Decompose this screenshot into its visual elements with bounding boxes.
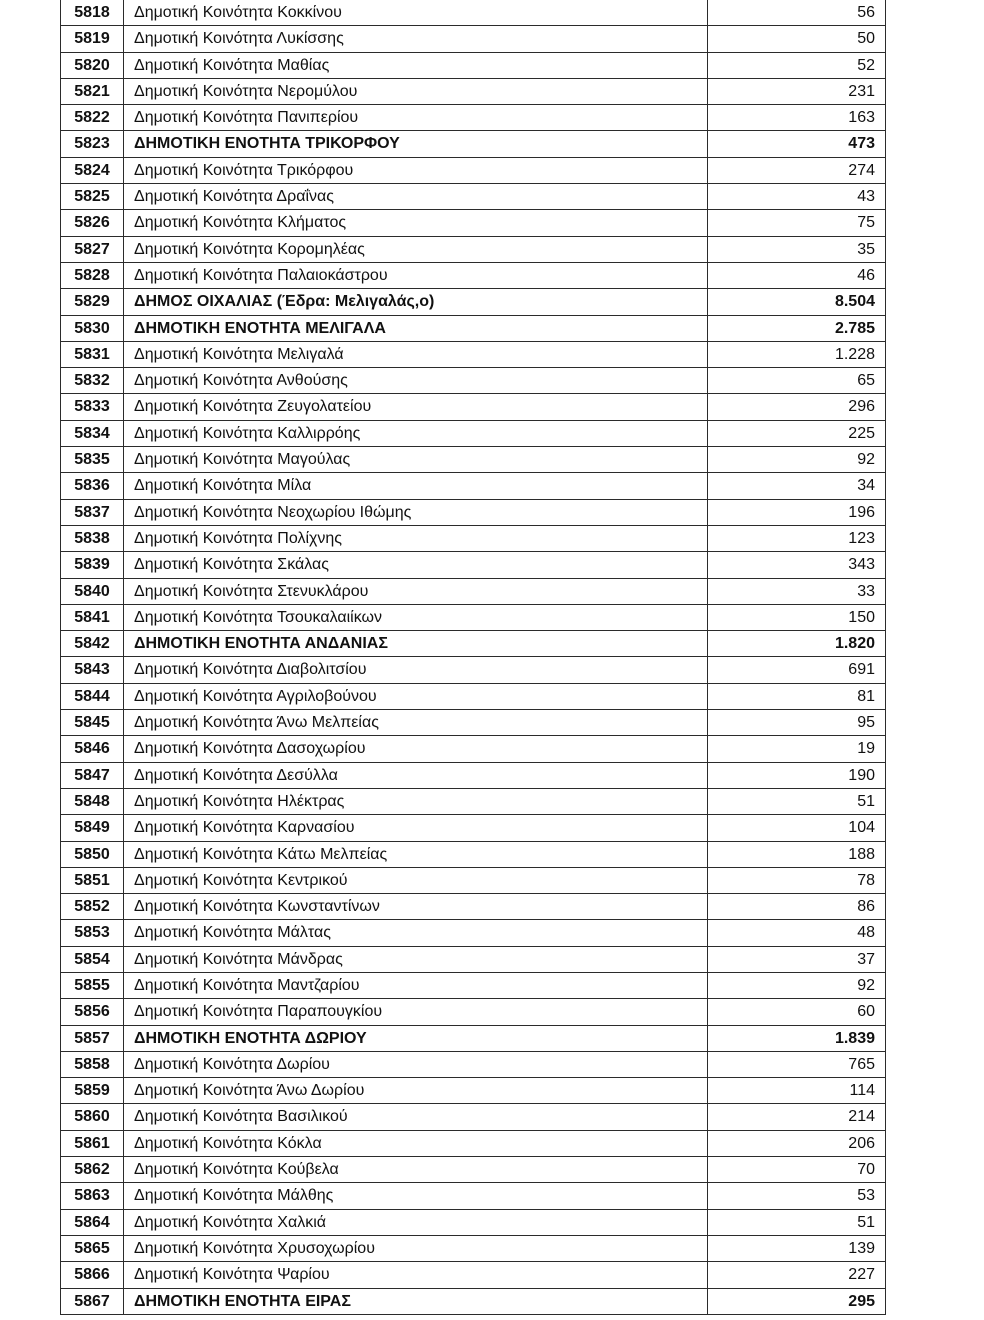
row-value: 1.839 [708, 1026, 886, 1051]
row-value: 92 [708, 973, 886, 998]
row-id: 5830 [61, 316, 124, 341]
row-value: 48 [708, 920, 886, 945]
table-row [61, 105, 886, 131]
row-value: 114 [708, 1078, 886, 1103]
row-id: 5820 [61, 53, 124, 78]
row-id: 5851 [61, 868, 124, 893]
row-id: 5855 [61, 973, 124, 998]
row-id: 5835 [61, 447, 124, 472]
table-row [61, 1078, 886, 1104]
row-id: 5861 [61, 1131, 124, 1156]
row-name: Δημοτική Κοινότητα Καρνασίου [124, 815, 708, 840]
row-value: 60 [708, 999, 886, 1024]
row-name: Δημοτική Κοινότητα Στενυκλάρου [124, 579, 708, 604]
table-row [61, 999, 886, 1025]
row-value: 206 [708, 1131, 886, 1156]
row-name: ΔΗΜΟΤΙΚΗ ΕΝΟΤΗΤΑ ΕΙΡΑΣ [124, 1289, 708, 1314]
row-id: 5841 [61, 605, 124, 630]
row-name: Δημοτική Κοινότητα Μαθίας [124, 53, 708, 78]
row-id: 5848 [61, 789, 124, 814]
row-value: 150 [708, 605, 886, 630]
row-id: 5856 [61, 999, 124, 1024]
row-id: 5845 [61, 710, 124, 735]
table-row [61, 1183, 886, 1209]
row-value: 295 [708, 1289, 886, 1314]
row-value: 51 [708, 789, 886, 814]
table-row [61, 473, 886, 499]
row-id: 5864 [61, 1210, 124, 1235]
table-row [61, 237, 886, 263]
table-row [61, 342, 886, 368]
row-id: 5837 [61, 500, 124, 525]
row-value: 188 [708, 842, 886, 867]
row-value: 92 [708, 447, 886, 472]
row-id: 5833 [61, 394, 124, 419]
row-value: 52 [708, 53, 886, 78]
row-id: 5859 [61, 1078, 124, 1103]
table-row [61, 1210, 886, 1236]
row-id: 5821 [61, 79, 124, 104]
row-value: 225 [708, 421, 886, 446]
row-value: 75 [708, 210, 886, 235]
table-row [61, 894, 886, 920]
row-name: Δημοτική Κοινότητα Χαλκιά [124, 1210, 708, 1235]
row-id: 5847 [61, 763, 124, 788]
row-name: Δημοτική Κοινότητα Νεοχωρίου Ιθώμης [124, 500, 708, 525]
row-id: 5834 [61, 421, 124, 446]
row-name: Δημοτική Κοινότητα Μαντζαρίου [124, 973, 708, 998]
row-name: Δημοτική Κοινότητα Τσουκαλαιίκων [124, 605, 708, 630]
row-name: Δημοτική Κοινότητα Ψαρίου [124, 1262, 708, 1287]
row-name: Δημοτική Κοινότητα Δασοχωρίου [124, 736, 708, 761]
row-id: 5839 [61, 552, 124, 577]
row-name: Δημοτική Κοινότητα Κόκλα [124, 1131, 708, 1156]
row-id: 5844 [61, 684, 124, 709]
row-name: Δημοτική Κοινότητα Κωνσταντίνων [124, 894, 708, 919]
row-name: Δημοτική Κοινότητα Διαβολιτσίου [124, 657, 708, 682]
row-name: ΔΗΜΟΤΙΚΗ ΕΝΟΤΗΤΑ ΔΩΡΙΟΥ [124, 1026, 708, 1051]
row-name: Δημοτική Κοινότητα Άνω Μελπείας [124, 710, 708, 735]
table-row [61, 763, 886, 789]
row-id: 5822 [61, 105, 124, 130]
row-name: Δημοτική Κοινότητα Κεντρικού [124, 868, 708, 893]
row-id: 5825 [61, 184, 124, 209]
table-row [61, 368, 886, 394]
row-name: Δημοτική Κοινότητα Δραΐνας [124, 184, 708, 209]
row-value: 296 [708, 394, 886, 419]
row-value: 231 [708, 79, 886, 104]
row-id: 5842 [61, 631, 124, 656]
row-value: 43 [708, 184, 886, 209]
row-name: Δημοτική Κοινότητα Μάνδρας [124, 947, 708, 972]
row-id: 5829 [61, 289, 124, 314]
row-id: 5832 [61, 368, 124, 393]
row-id: 5867 [61, 1289, 124, 1314]
row-id: 5866 [61, 1262, 124, 1287]
row-name: Δημοτική Κοινότητα Καλλιρρόης [124, 421, 708, 446]
row-name: Δημοτική Κοινότητα Κλήματος [124, 210, 708, 235]
table-row [61, 1104, 886, 1130]
table-row [61, 1289, 886, 1315]
row-value: 86 [708, 894, 886, 919]
row-id: 5818 [61, 0, 124, 25]
row-value: 19 [708, 736, 886, 761]
row-name: Δημοτική Κοινότητα Κοκκίνου [124, 0, 708, 25]
row-id: 5840 [61, 579, 124, 604]
row-id: 5852 [61, 894, 124, 919]
row-name: Δημοτική Κοινότητα Μαγούλας [124, 447, 708, 472]
row-value: 51 [708, 1210, 886, 1235]
table-row [61, 316, 886, 342]
row-id: 5858 [61, 1052, 124, 1077]
table-row [61, 79, 886, 105]
row-name: Δημοτική Κοινότητα Σκάλας [124, 552, 708, 577]
row-value: 473 [708, 131, 886, 156]
table-row [61, 500, 886, 526]
table-row [61, 289, 886, 315]
row-name: ΔΗΜΟΤΙΚΗ ΕΝΟΤΗΤΑ ΑΝΔΑΝΙΑΣ [124, 631, 708, 656]
table-row [61, 1262, 886, 1288]
table-row [61, 53, 886, 79]
row-name: Δημοτική Κοινότητα Πολίχνης [124, 526, 708, 551]
row-id: 5865 [61, 1236, 124, 1261]
row-value: 163 [708, 105, 886, 130]
table-row [61, 920, 886, 946]
row-id: 5862 [61, 1157, 124, 1182]
row-name: Δημοτική Κοινότητα Δεσύλλα [124, 763, 708, 788]
table-row [61, 579, 886, 605]
row-value: 104 [708, 815, 886, 840]
row-id: 5843 [61, 657, 124, 682]
table-row [61, 552, 886, 578]
table-row [61, 605, 886, 631]
table-row [61, 1131, 886, 1157]
row-id: 5827 [61, 237, 124, 262]
row-value: 78 [708, 868, 886, 893]
table-row [61, 1236, 886, 1262]
row-id: 5860 [61, 1104, 124, 1129]
row-value: 123 [708, 526, 886, 551]
row-value: 1.820 [708, 631, 886, 656]
row-name: ΔΗΜΟΣ ΟΙΧΑΛΙΑΣ (Έδρα: Μελιγαλάς,ο) [124, 289, 708, 314]
row-name: Δημοτική Κοινότητα Αγριλοβούνου [124, 684, 708, 709]
row-value: 214 [708, 1104, 886, 1129]
table-row [61, 0, 886, 26]
row-value: 343 [708, 552, 886, 577]
table-row [61, 1157, 886, 1183]
table-row [61, 973, 886, 999]
row-name: Δημοτική Κοινότητα Βασιλικού [124, 1104, 708, 1129]
row-value: 8.504 [708, 289, 886, 314]
table-row [61, 842, 886, 868]
table-row [61, 26, 886, 52]
table-row [61, 1026, 886, 1052]
row-name: Δημοτική Κοινότητα Κάτω Μελπείας [124, 842, 708, 867]
row-name: Δημοτική Κοινότητα Ανθούσης [124, 368, 708, 393]
row-name: Δημοτική Κοινότητα Μίλα [124, 473, 708, 498]
row-id: 5850 [61, 842, 124, 867]
row-id: 5853 [61, 920, 124, 945]
row-value: 274 [708, 158, 886, 183]
row-name: Δημοτική Κοινότητα Πανιπερίου [124, 105, 708, 130]
row-id: 5838 [61, 526, 124, 551]
table-row [61, 184, 886, 210]
row-value: 139 [708, 1236, 886, 1261]
row-value: 33 [708, 579, 886, 604]
table-row [61, 263, 886, 289]
row-id: 5854 [61, 947, 124, 972]
row-value: 56 [708, 0, 886, 25]
row-value: 691 [708, 657, 886, 682]
row-name: Δημοτική Κοινότητα Ζευγολατείου [124, 394, 708, 419]
row-value: 37 [708, 947, 886, 972]
row-name: Δημοτική Κοινότητα Άνω Δωρίου [124, 1078, 708, 1103]
row-name: ΔΗΜΟΤΙΚΗ ΕΝΟΤΗΤΑ ΤΡΙΚΟΡΦΟΥ [124, 131, 708, 156]
row-id: 5828 [61, 263, 124, 288]
table-row [61, 1052, 886, 1078]
row-value: 34 [708, 473, 886, 498]
row-id: 5846 [61, 736, 124, 761]
row-name: Δημοτική Κοινότητα Δωρίου [124, 1052, 708, 1077]
row-id: 5857 [61, 1026, 124, 1051]
row-value: 95 [708, 710, 886, 735]
row-id: 5863 [61, 1183, 124, 1208]
row-value: 765 [708, 1052, 886, 1077]
row-value: 227 [708, 1262, 886, 1287]
row-value: 196 [708, 500, 886, 525]
table-row [61, 710, 886, 736]
table-row [61, 947, 886, 973]
row-name: Δημοτική Κοινότητα Παλαιοκάστρου [124, 263, 708, 288]
row-value: 70 [708, 1157, 886, 1182]
row-name: Δημοτική Κοινότητα Κορομηλέας [124, 237, 708, 262]
row-value: 2.785 [708, 316, 886, 341]
row-value: 50 [708, 26, 886, 51]
row-value: 53 [708, 1183, 886, 1208]
row-name: Δημοτική Κοινότητα Μάλτας [124, 920, 708, 945]
row-id: 5826 [61, 210, 124, 235]
row-name: Δημοτική Κοινότητα Μελιγαλά [124, 342, 708, 367]
table-row [61, 684, 886, 710]
row-value: 81 [708, 684, 886, 709]
table-row [61, 447, 886, 473]
table-row [61, 789, 886, 815]
row-id: 5836 [61, 473, 124, 498]
row-name: Δημοτική Κοινότητα Τρικόρφου [124, 158, 708, 183]
table-row [61, 421, 886, 447]
row-name: Δημοτική Κοινότητα Ηλέκτρας [124, 789, 708, 814]
row-name: Δημοτική Κοινότητα Παραπουγκίου [124, 999, 708, 1024]
row-value: 46 [708, 263, 886, 288]
row-value: 1.228 [708, 342, 886, 367]
population-table [60, 0, 886, 1315]
row-id: 5824 [61, 158, 124, 183]
table-row [61, 736, 886, 762]
table-row [61, 657, 886, 683]
row-id: 5849 [61, 815, 124, 840]
row-value: 190 [708, 763, 886, 788]
table-row [61, 868, 886, 894]
table-row [61, 815, 886, 841]
table-row [61, 210, 886, 236]
table-row [61, 526, 886, 552]
row-name: Δημοτική Κοινότητα Μάλθης [124, 1183, 708, 1208]
row-id: 5831 [61, 342, 124, 367]
row-name: Δημοτική Κοινότητα Κούβελα [124, 1157, 708, 1182]
row-name: Δημοτική Κοινότητα Χρυσοχωρίου [124, 1236, 708, 1261]
row-name: Δημοτική Κοινότητα Νερομύλου [124, 79, 708, 104]
row-id: 5823 [61, 131, 124, 156]
table-row [61, 131, 886, 157]
row-value: 65 [708, 368, 886, 393]
table-row [61, 631, 886, 657]
row-name: Δημοτική Κοινότητα Λυκίσσης [124, 26, 708, 51]
row-id: 5819 [61, 26, 124, 51]
table-row [61, 158, 886, 184]
row-name: ΔΗΜΟΤΙΚΗ ΕΝΟΤΗΤΑ ΜΕΛΙΓΑΛΑ [124, 316, 708, 341]
table-row [61, 394, 886, 420]
row-value: 35 [708, 237, 886, 262]
